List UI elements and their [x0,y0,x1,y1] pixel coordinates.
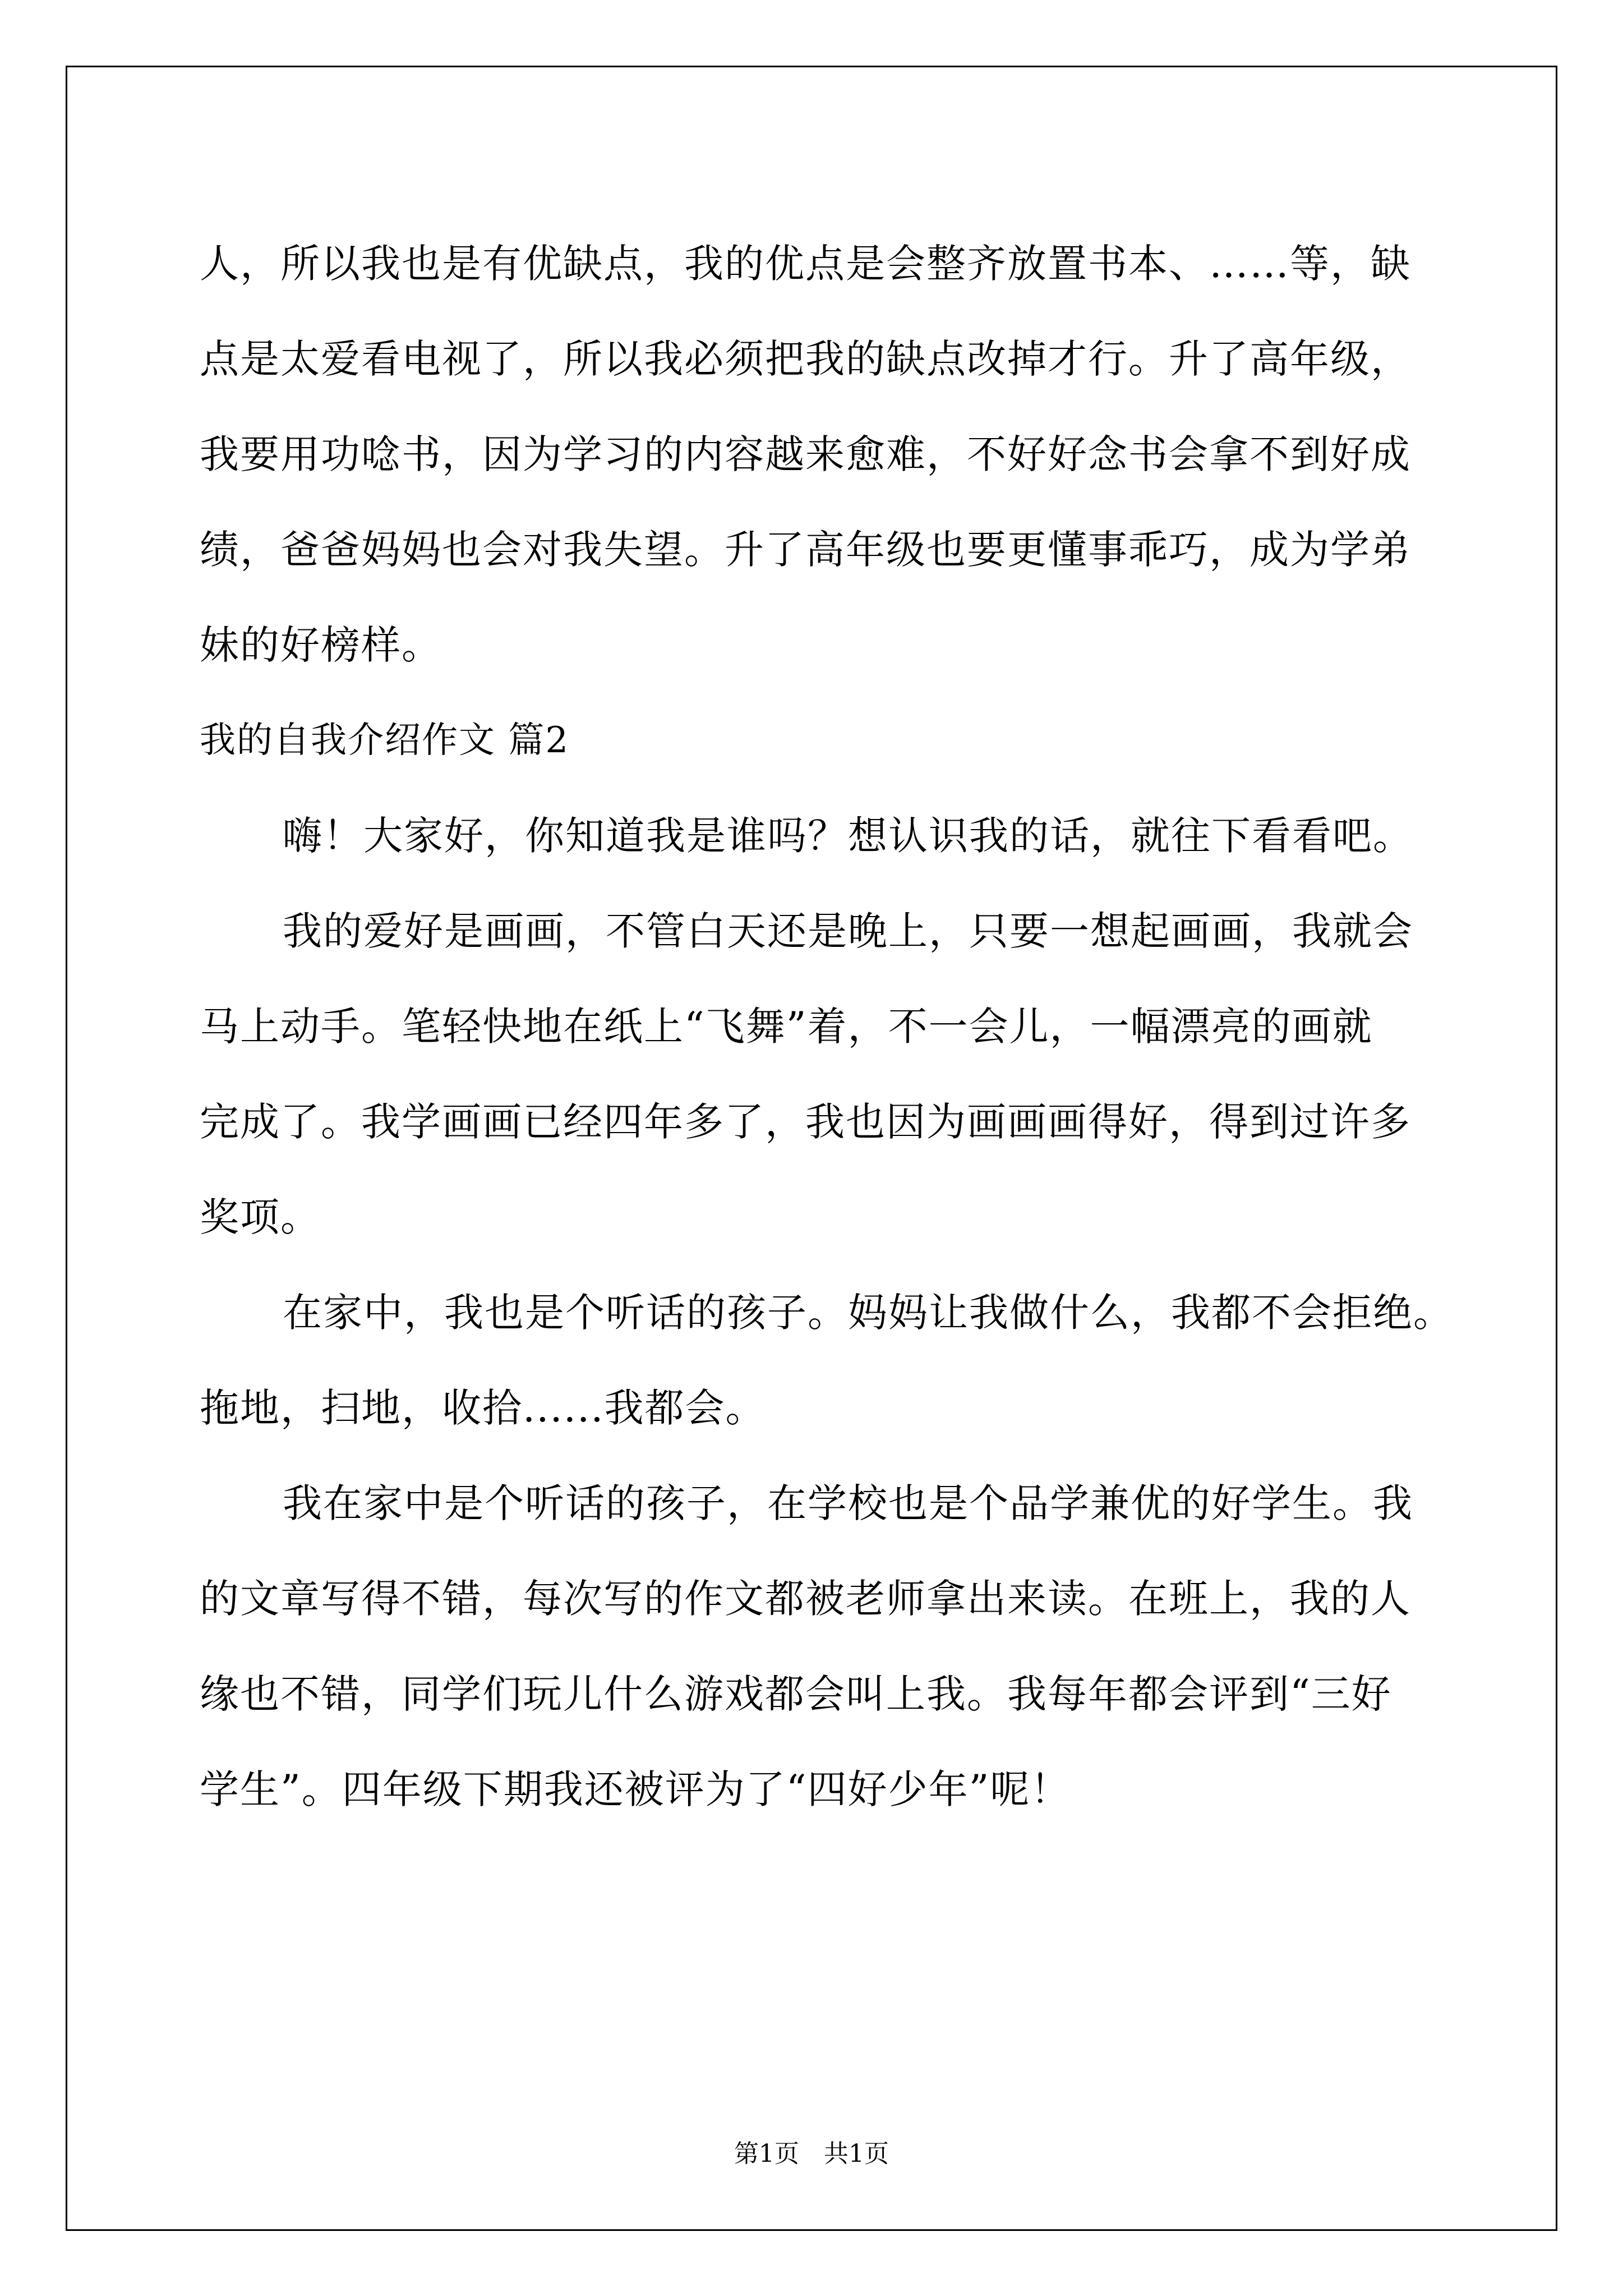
paragraph-first-line: 我在家中是个听话的孩子，在学校也是个品学兼优的好学生。我 [283,1480,1413,1526]
text-line: 的文章写得不错，每次写的作文都被老师拿出来读。在班上，我的人 [200,1576,1411,1622]
text-line: 拖地，扫地，收拾......我都会。 [200,1385,766,1431]
paragraph-first-line: 我的爱好是画画，不管白天还是晚上，只要一想起画画，我就会 [283,908,1413,954]
paragraph-first-line: 在家中，我也是个听话的孩子。妈妈让我做什么，我都不会拒绝。 [283,1290,1454,1336]
text-line: 妹的好榜样。 [200,622,442,668]
page-number-footer: 第1页 共1页 [734,2139,889,2168]
document-body [200,216,1454,1837]
paragraph-first-line: 嗨！大家好，你知道我是谁吗？想认识我的话，就往下看看吧。 [283,813,1413,859]
text-line: 人，所以我也是有优缺点，我的优点是会整齐放置书本、……等，缺 [200,241,1411,287]
text-line: 点是太爱看电视了，所以我必须把我的缺点改掉才行。升了高年级， [200,336,1411,382]
text-line: 奖项。 [200,1194,321,1240]
text-line: 我要用功唸书，因为学习的内容越来愈难，不好好念书会拿不到好成 [200,431,1411,477]
text-line: 绩，爸爸妈妈也会对我失望。升了高年级也要更懂事乖巧，成为学弟 [200,527,1411,573]
text-line: 缘也不错，同学们玩儿什么游戏都会叫上我。我每年都会评到“三好 [200,1671,1392,1717]
text-line: 学生”。四年级下期我还被评为了“四好少年”呢！ [200,1766,1071,1812]
section-heading: 我的自我介绍作文 篇2 [200,720,570,761]
text-line: 完成了。我学画画已经四年多了，我也因为画画画得好，得到过许多 [200,1099,1411,1145]
text-line: 马上动手。笔轻快地在纸上“飞舞”着，不一会儿，一幅漂亮的画就 [200,1004,1373,1050]
